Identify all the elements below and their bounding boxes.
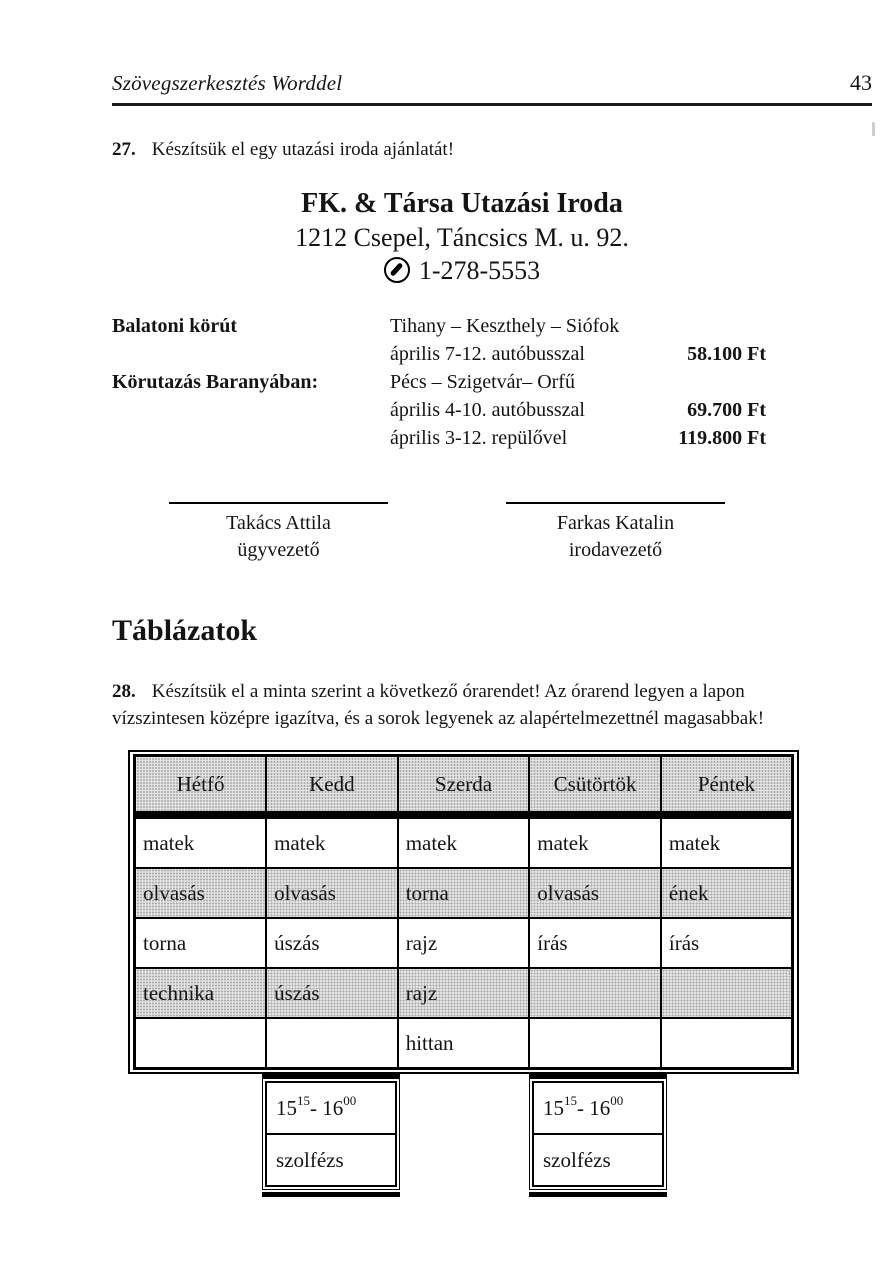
timetable-cell: úszás [266,968,398,1018]
timetable-cell: matek [529,815,661,868]
signature-right [506,502,725,564]
offer-row [112,340,766,368]
timetable-cell [661,968,793,1018]
offer-detail: április 3-12. repülővel [390,427,568,449]
timetable-cell: olvasás [135,868,267,918]
timetable-header-row [135,756,793,816]
timetable-cell [529,968,661,1018]
offer-detail: április 4-10. autóbusszal [390,399,585,421]
session-time: 15 $^{15}$ - 16 $^{00}$ [534,1083,662,1135]
timetable-cell [266,1018,398,1069]
signature-block [169,502,896,564]
scanned-book-page [0,70,896,1266]
timetable-row [135,1018,793,1069]
offer-row [112,368,766,396]
timetable-cell: hittan [398,1018,530,1069]
timetable-zone [128,750,799,1224]
timetable-row [135,868,793,918]
timetable [133,754,794,1070]
offer-row [112,312,766,340]
box-bottom-bar [529,1192,667,1197]
timetable-cell: technika [135,968,267,1018]
page-running-head [112,70,872,106]
timetable-cell: úszás [266,918,398,968]
offer-detail: Tihany – Keszthely – Siófok [390,315,620,337]
timetable-header-cell: Kedd [266,756,398,816]
timetable-cell: rajz [398,918,530,968]
phone-number: 1-278-5553 [418,256,541,285]
agency-flyer [112,187,812,287]
offer-label [112,396,390,424]
timetable-cell: matek [135,815,267,868]
timetable-cell [661,1018,793,1069]
signature-name: Farkas Katalin [556,512,675,534]
offer-price [640,312,766,340]
signature-name: Takács Attila [226,512,331,534]
offer-row [112,396,766,424]
timetable-cell: rajz [398,968,530,1018]
exercise-28-number: 28. [112,681,136,702]
timetable-cell [529,1018,661,1069]
extra-session-row [128,1074,799,1224]
timetable-cell: matek [661,815,793,868]
session-subject: szolfézs [543,1147,611,1172]
box-bottom-bar [262,1192,400,1197]
offer-label [112,340,390,368]
timetable-cell: írás [661,918,793,968]
timetable-header-cell: Szerda [398,756,530,816]
agency-name: FK. & Társa Utazási Iroda [301,188,623,219]
timetable-row [135,815,793,868]
exercise-27 [112,136,818,163]
offer-price: 69.700 Ft [687,399,766,421]
section-heading: Táblázatok [112,614,258,647]
session-time: 15 $^{15}$ - 16 $^{00}$ [267,1083,395,1135]
offer-label: Balatoni körút [112,315,238,337]
extra-session-frame [529,1072,667,1190]
scan-artifact [872,122,875,136]
timetable-cell: torna [135,918,267,968]
exercise-28 [112,678,818,732]
timetable-cell [135,1018,267,1069]
offer-detail: április 7-12. autóbusszal [390,343,585,365]
timetable-row [135,918,793,968]
timetable-cell: matek [398,815,530,868]
timetable-header-cell: Péntek [661,756,793,816]
extra-session-frame [262,1072,400,1190]
timetable-cell: olvasás [266,868,398,918]
offer-price [640,368,766,396]
signature-line [506,502,725,504]
offer-detail: Pécs – Szigetvár– Orfű [390,371,575,393]
offer-price: 119.800 Ft [678,427,766,449]
exercise-28-text: Készítsük el a minta szerint a következő órarendet! Az órarend legyen a lapon vízszintesen középre igazítva, és a sorok legyenek az alapértelmezettnél magasabbak! [112,681,765,729]
signature-title: ügyvezető [237,539,320,561]
signature-title: irodavezető [568,539,663,561]
book-title: Szövegszerkesztés Worddel [112,71,343,95]
exercise-27-number: 27. [112,139,136,160]
timetable-header-cell: Csütörtök [529,756,661,816]
offer-row [112,424,766,452]
timetable-outer-frame [128,750,799,1074]
exercise-27-text: Készítsük el egy utazási iroda ajánlatát! [151,139,455,160]
offer-label: Körutazás Baranyában: [112,371,319,393]
timetable-cell: ének [661,868,793,918]
timetable-cell: matek [266,815,398,868]
page-number: 43 [850,70,872,95]
timetable-cell: írás [529,918,661,968]
extra-session-box-csutortok [529,1072,667,1197]
signature-line [169,502,388,504]
offer-price: 58.100 Ft [687,343,766,365]
extra-session-box-kedd [262,1072,400,1197]
offer-label [112,424,390,452]
timetable-row [135,968,793,1018]
session-subject: szolfézs [276,1147,344,1172]
timetable-cell: olvasás [529,868,661,918]
timetable-cell: torna [398,868,530,918]
agency-address: 1212 Csepel, Táncsics M. u. 92. [295,223,629,252]
offers-block [112,312,766,452]
signature-left [169,502,388,564]
agency-phone-line [112,254,812,287]
phone-icon [384,257,410,283]
timetable-header-cell: Hétfő [135,756,267,816]
